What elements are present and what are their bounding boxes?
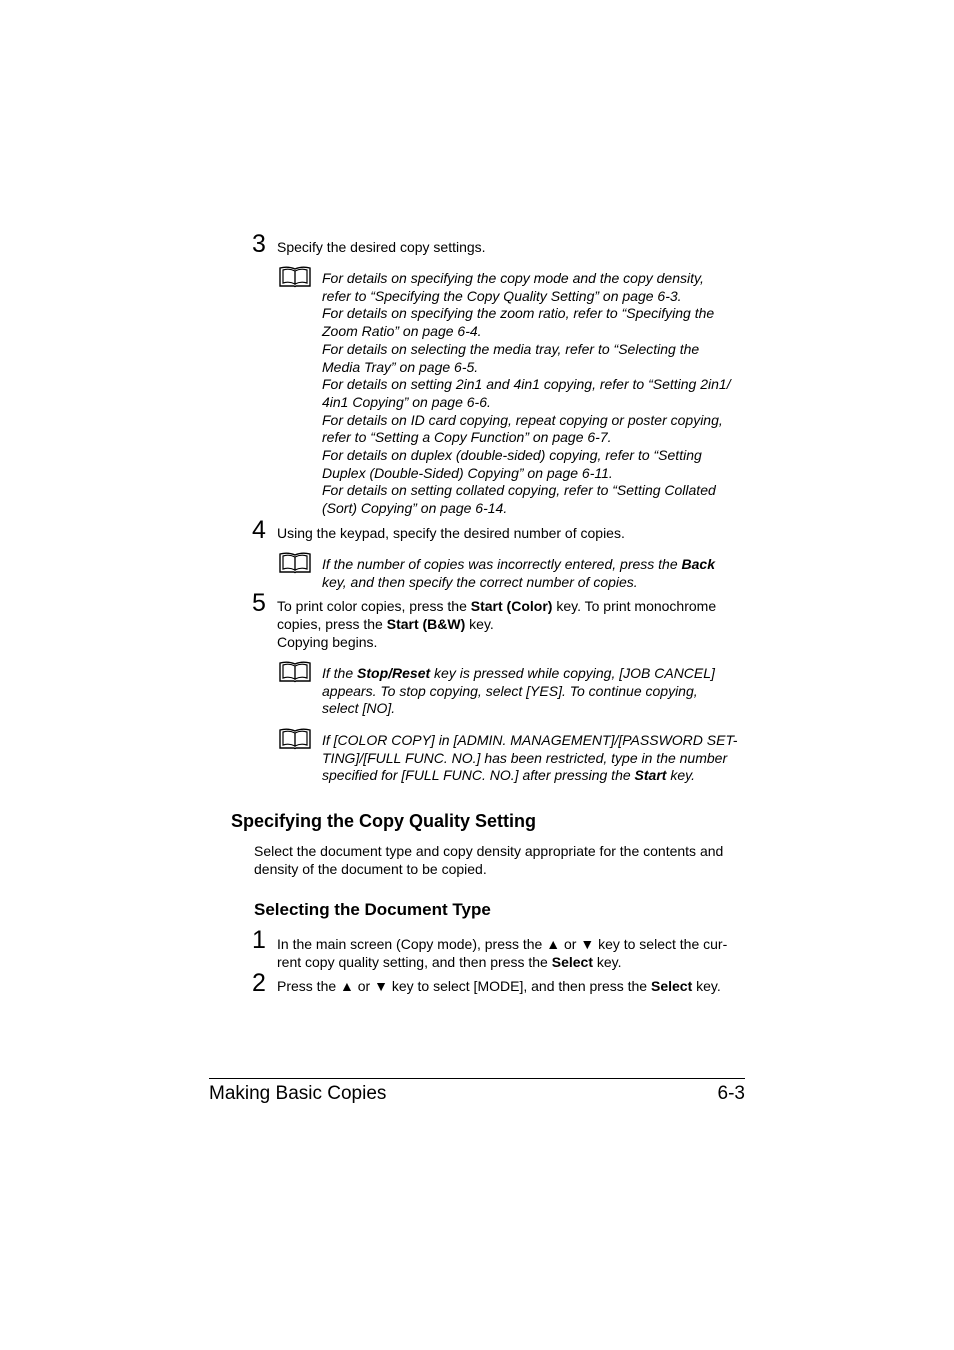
book-icon bbox=[279, 728, 311, 750]
note-line: For details on specifying the copy mode and the copy density, bbox=[322, 270, 704, 286]
note-line: refer to “Specifying the Copy Quality Setting” on page 6-3. bbox=[322, 287, 682, 304]
note-line: For details on duplex (double-sided) copying, refer to “Setting bbox=[322, 447, 702, 464]
key-name: Start bbox=[634, 767, 667, 784]
step-text: Specify the desired copy settings. bbox=[277, 239, 486, 255]
note-line: Media Tray” on page 6-5. bbox=[322, 358, 479, 375]
step-number: 1 bbox=[252, 926, 266, 954]
note-line: refer to “Setting a Copy Function” on page 6-7. bbox=[322, 429, 612, 446]
note-line: For details on selecting the media tray, refer to “Selecting the bbox=[322, 340, 700, 357]
step-number: 2 bbox=[252, 969, 266, 997]
key-name: Back bbox=[681, 556, 715, 572]
note-line: select [NO]. bbox=[322, 700, 396, 717]
note: If the number of copies was incorrectly entered, press the Back key, and then specify the correct number of copies. bbox=[322, 556, 752, 591]
note-line: (Sort) Copying” on page 6-14. bbox=[322, 500, 508, 517]
step-number: 4 bbox=[252, 516, 266, 544]
note-line: Zoom Ratio” on page 6-4. bbox=[322, 323, 482, 340]
key-name: Select bbox=[551, 954, 593, 970]
note-line: For details on specifying the zoom ratio, refer to “Specifying the bbox=[322, 305, 715, 322]
step-number: 3 bbox=[252, 230, 266, 258]
note-line: key, and then specify the correct number of copies. bbox=[322, 573, 638, 590]
key-name: Start (B&W) bbox=[386, 616, 466, 632]
note: If [COLOR COPY] in [ADMIN. MANAGEMENT]/[PASSWORD SET- TING]/[FULL FUNC. NO.] has been restricted, type in the number specified for [FULL FUNC. NO.] after pressing the Start key. bbox=[322, 732, 752, 785]
note-line: appears. To stop copying, select [YES]. To continue copying, bbox=[322, 682, 698, 699]
section-intro: Select the document type and copy density appropriate for the contents and density of the document to be copied. bbox=[254, 843, 724, 877]
note-line: Duplex (Double-Sided) Copying” on page 6-11. bbox=[322, 464, 613, 481]
note-list bbox=[322, 270, 752, 518]
step-text: Press the ▲ or ▼ key to select [MODE], and then press the Select key. bbox=[277, 978, 721, 994]
key-name: Start (Color) bbox=[470, 598, 553, 614]
note-line: For details on ID card copying, repeat copying or poster copying, bbox=[322, 411, 723, 428]
note-line: 4in1 Copying” on page 6-6. bbox=[322, 393, 491, 410]
step-text: In the main screen (Copy mode), press the ▲ or ▼ key to select the cur- rent copy quality setting, and then press the Select key. bbox=[277, 936, 728, 970]
step-text: Using the keypad, specify the desired number of copies. bbox=[277, 525, 625, 541]
note-line: TING]/[FULL FUNC. NO.] has been restricted, type in the number bbox=[322, 749, 728, 766]
step-text: To print color copies, press the Start (Color) key. To print monochrome copies, press the Start (B&W) key. Copying begins. bbox=[277, 597, 747, 651]
subsection-title: Selecting the Document Type bbox=[254, 900, 491, 919]
book-icon bbox=[279, 266, 311, 288]
step-result: Copying begins. bbox=[277, 634, 378, 650]
book-icon bbox=[279, 552, 311, 574]
note-line: For details on setting collated copying, refer to “Setting Collated bbox=[322, 482, 716, 499]
step-number: 5 bbox=[252, 589, 266, 617]
footer-rule bbox=[209, 1078, 745, 1079]
note: If the Stop/Reset key is pressed while copying, [JOB CANCEL] appears. To stop copying, select [YES]. To continue copying, select [NO]. bbox=[322, 665, 752, 718]
note-line: For details on setting 2in1 and 4in1 copying, refer to “Setting 2in1/ bbox=[322, 376, 731, 393]
section-title: Specifying the Copy Quality Setting bbox=[231, 811, 537, 831]
footer-page-number: 6-3 bbox=[717, 1083, 745, 1104]
key-name: Stop/Reset bbox=[357, 665, 431, 681]
key-name: Select bbox=[650, 978, 693, 994]
note-line: If [COLOR COPY] in [ADMIN. MANAGEMENT]/[PASSWORD SET- bbox=[322, 732, 738, 748]
book-icon bbox=[279, 661, 311, 683]
footer-chapter: Making Basic Copies bbox=[209, 1083, 387, 1104]
